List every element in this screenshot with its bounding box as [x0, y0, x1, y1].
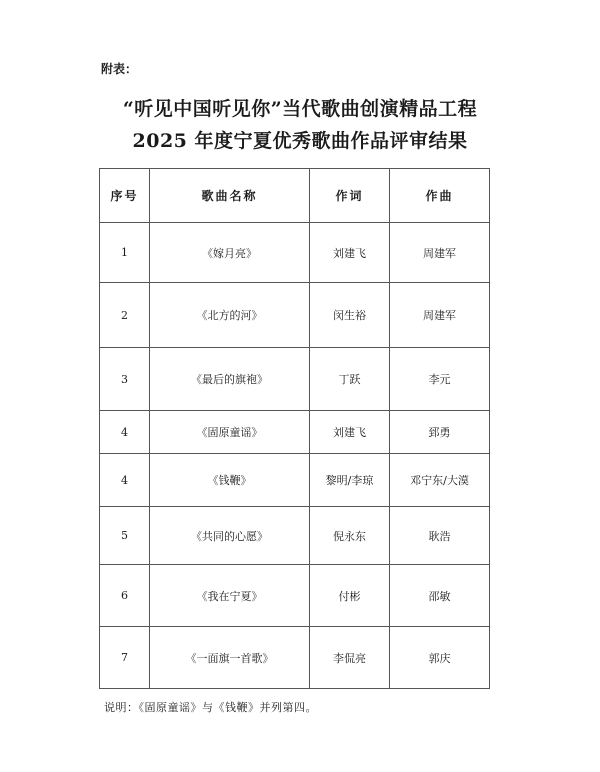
- cell-song-title: 《我在宁夏》: [150, 565, 310, 627]
- header-number: 序号: [100, 169, 150, 223]
- table-row: [100, 411, 490, 454]
- cell-composer: 邵敏: [390, 565, 490, 627]
- cell-song-title: 《嫁月亮》: [150, 223, 310, 283]
- header-lyricist: 作词: [310, 169, 390, 223]
- cell-number: 3: [100, 348, 150, 411]
- cell-song-title: 《固原童谣》: [150, 411, 310, 454]
- cell-number: 1: [100, 223, 150, 283]
- table-header-row: [100, 169, 490, 223]
- cell-lyricist: 刘建飞: [310, 411, 390, 454]
- cell-composer: 郅勇: [390, 411, 490, 454]
- cell-song-title: 《北方的河》: [150, 283, 310, 348]
- cell-composer: 李元: [390, 348, 490, 411]
- cell-number: 5: [100, 507, 150, 565]
- cell-composer: 邓宁东/大漠: [390, 454, 490, 507]
- cell-composer: 郭庆: [390, 627, 490, 689]
- cell-lyricist: 刘建飞: [310, 223, 390, 283]
- table-row: [100, 223, 490, 283]
- table-row: [100, 348, 490, 411]
- cell-number: 6: [100, 565, 150, 627]
- cell-lyricist: 黎明/李琼: [310, 454, 390, 507]
- cell-composer: 周建军: [390, 223, 490, 283]
- cell-composer: 耿浩: [390, 507, 490, 565]
- cell-lyricist: 李侃亮: [310, 627, 390, 689]
- cell-number: 4: [100, 454, 150, 507]
- title-line-2: 2025 年度宁夏优秀歌曲作品评审结果: [132, 130, 468, 152]
- table-row: [100, 283, 490, 348]
- cell-lyricist: 倪永东: [310, 507, 390, 565]
- cell-number: 7: [100, 627, 150, 689]
- footnote: 说明：《固原童谣》与《钱鞭》并列第四。: [104, 701, 317, 714]
- header-song-title: 歌曲名称: [150, 169, 310, 223]
- cell-song-title: 《一面旗一首歌》: [150, 627, 310, 689]
- attachment-label: 附表：: [101, 62, 138, 76]
- table-row: [100, 565, 490, 627]
- cell-composer: 周建军: [390, 283, 490, 348]
- cell-song-title: 《钱鞭》: [150, 454, 310, 507]
- cell-lyricist: 丁跃: [310, 348, 390, 411]
- cell-lyricist: 闵生裕: [310, 283, 390, 348]
- cell-lyricist: 付彬: [310, 565, 390, 627]
- results-table: [99, 168, 490, 689]
- cell-song-title: 《最后的旗袍》: [150, 348, 310, 411]
- table-row: [100, 507, 490, 565]
- table-row: [100, 627, 490, 689]
- title-line-1: “听见中国听见你”当代歌曲创演精品工程: [122, 98, 478, 120]
- cell-number: 4: [100, 411, 150, 454]
- cell-song-title: 《共同的心愿》: [150, 507, 310, 565]
- header-composer: 作曲: [390, 169, 490, 223]
- table-row: [100, 454, 490, 507]
- cell-number: 2: [100, 283, 150, 348]
